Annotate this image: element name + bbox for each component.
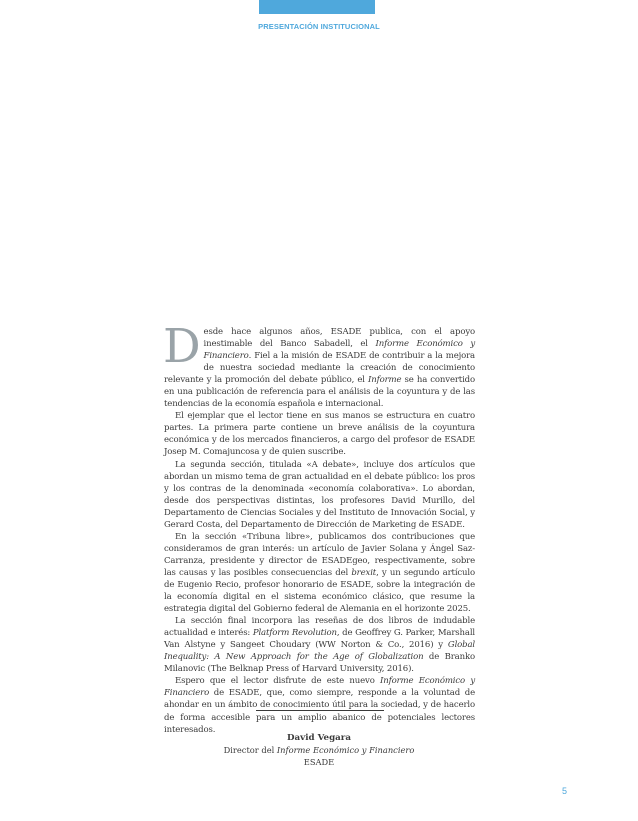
paragraph-4: En la sección «Tribuna libre», publicamos dos contribuciones que consideramos de gran interés: un artículo de Javier Solana y Ángel Saz-Carranza, presidente y director de ESADEgeo, respectivamente, sobre las causas y las posibles consecuencias del brexit, y un segundo artículo de Eugenio Recio, profesor honorario de ESADE, sobre la integración de la economía digital en el sistema económico clásico, que resume la estrategia digital del Gobierno federal de Alemania en el horizonte 2025. xyxy=(164,531,475,615)
signature-role: Director del Informe Económico y Financiero xyxy=(223,745,415,755)
section-header-label: PRESENTACIÓN INSTITUCIONAL xyxy=(258,22,380,31)
paragraph-6: Espero que el lector disfrute de este nuevo Informe Económico y Financiero de ESADE, que, como siempre, responde a la voluntad de ahondar en un ámbito de conocimiento útil para la sociedad, y de hacerlo de forma accesible para un amplio abanico de potenciales lectores interesados. xyxy=(164,676,475,735)
signature-name: David Vegara xyxy=(287,733,351,743)
signature-organization: ESADE xyxy=(303,757,335,767)
paragraph-3: La segunda sección, titulada «A debate», incluye dos artículos que abordan un mismo tema de gran actualidad en el debate público: los pros y los contras de la denominada «economía colaborativa». Lo abordan, desde dos perspectivas distintas, los profesores David Murillo, del Departamento de Ciencias Sociales y del Instituto de Innovación Social, y Gerard Costa, del Departamento de Dirección de Marketing de ESADE. xyxy=(164,459,475,530)
paragraph-5: La sección final incorpora las reseñas de dos libros de indudable actualidad e interés: Platform Revolution, de Geoffrey G. Parker, Marshall Van Alstyne y Sangeet Choudary (WW Norton & Co., 2016) y Global Inequality: A New Approach for the Age of Globalization de Branko Milanovic (The Belknap Press of Harvard University, 2016). xyxy=(164,616,476,675)
paragraph-2: El ejemplar que el lector tiene en sus manos se estructura en cuatro partes. La primera parte contiene un breve análisis de la coyuntura económica y de los mercados financieros, a cargo del profesor de ESADE Josep M. Comajuncosa y de quien suscribe. xyxy=(164,411,475,458)
dropcap-letter: D xyxy=(163,319,201,374)
header-accent-tab xyxy=(259,0,375,14)
paragraph-1: Desde hace algunos años, ESADE publica, con el apoyo inestimable del Banco Sabadell, el Informe Económico y Financiero. Fiel a la misión de ESADE de contribuir a la mejora de nuestra sociedad mediante la creación de conocimiento relevante y la promoción del debate público, el Informe se ha convertido en una publicación de referencia para el análisis de la coyuntura y de las tendencias de la economía española e internacional. xyxy=(163,319,475,410)
signature-divider xyxy=(256,710,384,711)
presentation-body xyxy=(163,319,476,736)
page-number: 5 xyxy=(562,786,568,796)
